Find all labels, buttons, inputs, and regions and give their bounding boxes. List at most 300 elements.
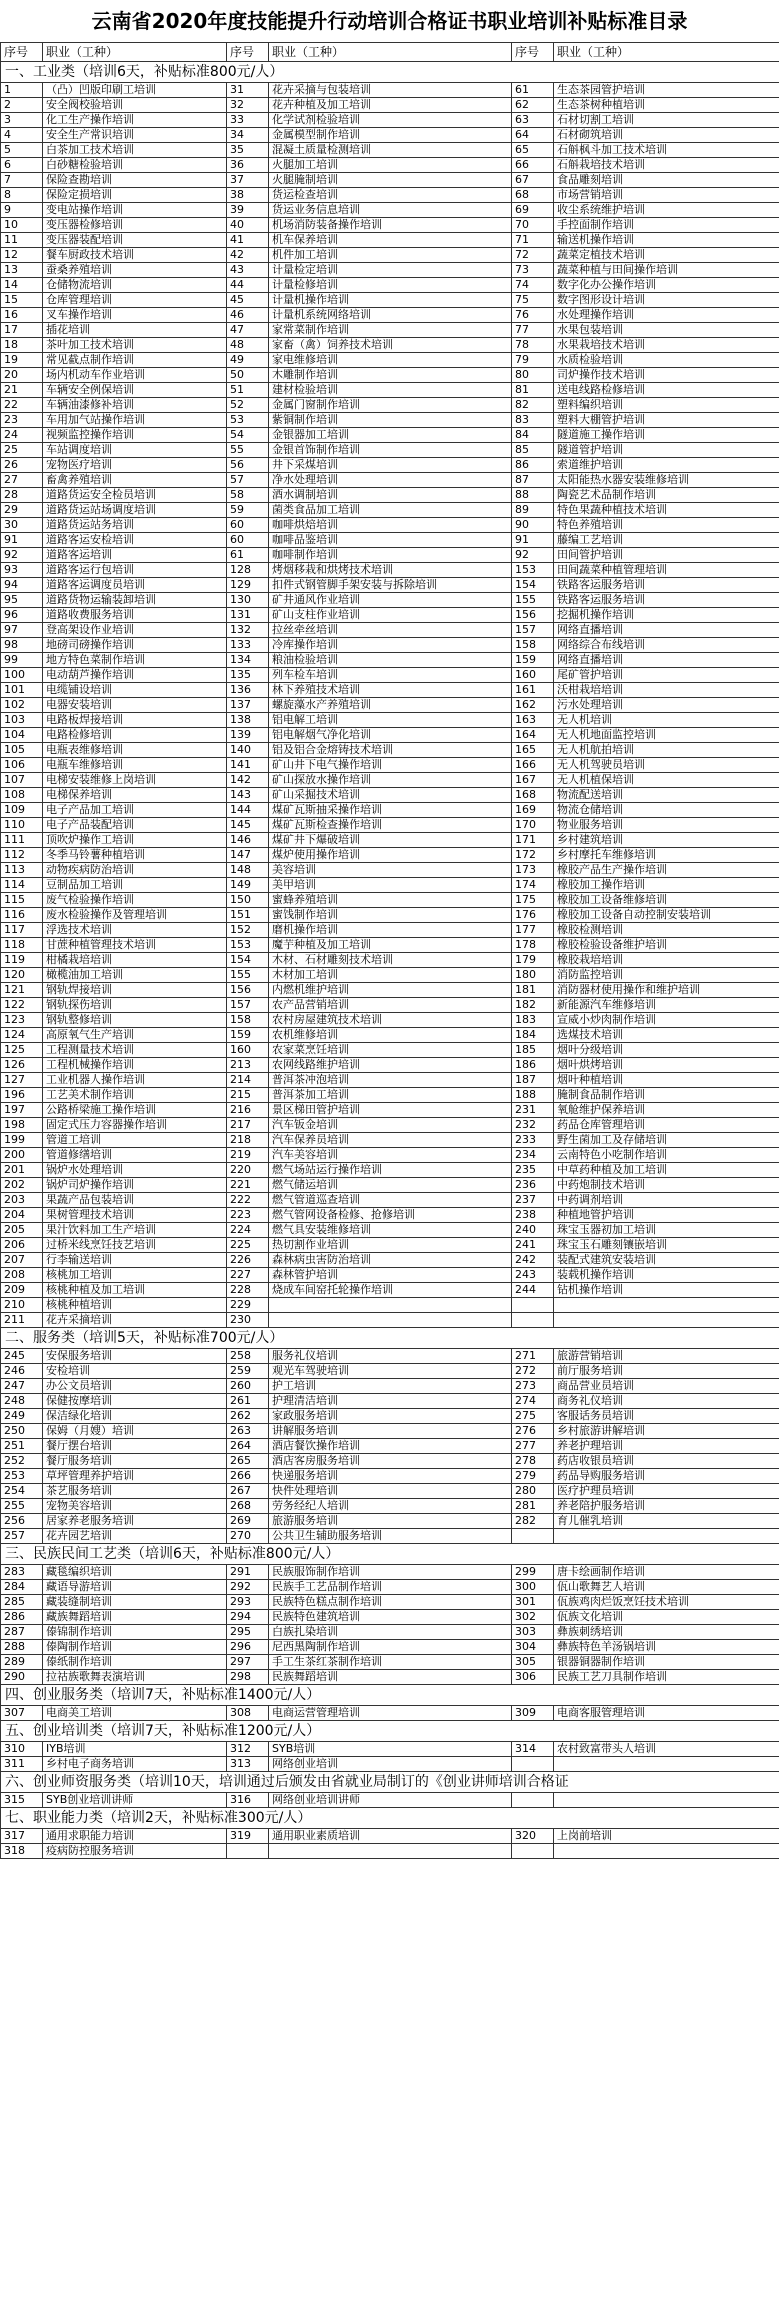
- serial-number-cell: 196: [1, 1088, 43, 1103]
- occupation-cell: 烧成车间窑托轮操作培训: [269, 1283, 512, 1298]
- table-row: [1, 578, 779, 593]
- table-row: [1, 848, 779, 863]
- occupation-cell: 蔬菜种植与田间操作培训: [554, 263, 779, 278]
- serial-number-cell: 22: [1, 398, 43, 413]
- serial-number-cell: 272: [512, 1364, 554, 1379]
- section-title: 七、职业能力类（培训2天，补贴标准300元/人）: [1, 1808, 779, 1829]
- table-row: [1, 1595, 779, 1610]
- table-row: [1, 1379, 779, 1394]
- occupation-cell: 咖啡烘焙培训: [269, 518, 512, 533]
- occupation-cell: 彝族刺绣培训: [554, 1625, 779, 1640]
- serial-number-cell: 276: [512, 1424, 554, 1439]
- serial-number-cell: 206: [1, 1238, 43, 1253]
- occupation-cell: 陶瓷艺术品制作培训: [554, 488, 779, 503]
- occupation-cell: 餐车厨政技术培训: [43, 248, 227, 263]
- occupation-cell: 水果栽培技术培训: [554, 338, 779, 353]
- occupation-cell: 道路货运安全检员培训: [43, 488, 227, 503]
- table-row: [1, 1742, 779, 1757]
- serial-number-cell: 317: [1, 1829, 43, 1844]
- occupation-cell: 育儿催乳培训: [554, 1514, 779, 1529]
- table-row: [1, 1409, 779, 1424]
- occupation-cell: 石材砌筑培训: [554, 128, 779, 143]
- occupation-cell: 沃柑栽培培训: [554, 683, 779, 698]
- serial-number-cell: 217: [227, 1118, 269, 1133]
- serial-number-cell: 87: [512, 473, 554, 488]
- occupation-cell: 电瓶车维修培训: [43, 758, 227, 773]
- occupation-cell: 锅炉水处理培训: [43, 1163, 227, 1178]
- serial-number-cell: 219: [227, 1148, 269, 1163]
- section-title: 六、创业师资服务类（培训10天，培训通过后颁发由省就业局制订的《创业讲师培训合格证: [1, 1772, 779, 1793]
- table-row: [1, 1793, 779, 1808]
- serial-number-cell: 20: [1, 368, 43, 383]
- occupation-cell: 中草药种植及加工培训: [554, 1163, 779, 1178]
- occupation-cell: 傣纸制作培训: [43, 1655, 227, 1670]
- occupation-cell: 乡村建筑培训: [554, 833, 779, 848]
- occupation-cell: 电梯安装维修上岗培训: [43, 773, 227, 788]
- occupation-cell: 商品营业员培训: [554, 1379, 779, 1394]
- serial-number-cell: 58: [227, 488, 269, 503]
- serial-number-cell: 166: [512, 758, 554, 773]
- serial-number-cell: 114: [1, 878, 43, 893]
- serial-number-cell: 187: [512, 1073, 554, 1088]
- table-row: [1, 818, 779, 833]
- occupation-cell: 铝电解烟气净化培训: [269, 728, 512, 743]
- serial-number-cell: 229: [227, 1298, 269, 1313]
- serial-number-cell: 160: [512, 668, 554, 683]
- occupation-cell: 矿井通风作业培训: [269, 593, 512, 608]
- header-cell: 序号: [512, 43, 554, 62]
- serial-number-cell: 271: [512, 1349, 554, 1364]
- serial-number-cell: 65: [512, 143, 554, 158]
- occupation-cell: 白族扎染培训: [269, 1625, 512, 1640]
- occupation-cell: 甘蔗种植管理技术培训: [43, 938, 227, 953]
- occupation-cell: 煤矿瓦斯检查操作培训: [269, 818, 512, 833]
- occupation-cell: 通用职业素质培训: [269, 1829, 512, 1844]
- occupation-cell: 水质检验培训: [554, 353, 779, 368]
- serial-number-cell: 267: [227, 1484, 269, 1499]
- serial-number-cell: 100: [1, 668, 43, 683]
- serial-number-cell: 243: [512, 1268, 554, 1283]
- occupation-cell: 货运检查培训: [269, 188, 512, 203]
- occupation-cell: 煤矿井下爆破培训: [269, 833, 512, 848]
- occupation-cell: [554, 1313, 779, 1328]
- serial-number-cell: 275: [512, 1409, 554, 1424]
- occupation-cell: 机车保养培训: [269, 233, 512, 248]
- occupation-cell: 藏毯编织培训: [43, 1565, 227, 1580]
- serial-number-cell: 76: [512, 308, 554, 323]
- serial-number-cell: 103: [1, 713, 43, 728]
- occupation-cell: 佤族文化培训: [554, 1610, 779, 1625]
- table-row: [1, 1088, 779, 1103]
- serial-number-cell: 55: [227, 443, 269, 458]
- occupation-cell: 无人机植保培训: [554, 773, 779, 788]
- occupation-cell: 水果包装培训: [554, 323, 779, 338]
- occupation-cell: 观光车驾驶培训: [269, 1364, 512, 1379]
- occupation-cell: 铁路客运服务培训: [554, 578, 779, 593]
- occupation-cell: 森林病虫害防治培训: [269, 1253, 512, 1268]
- occupation-cell: 数字化办公操作培训: [554, 278, 779, 293]
- occupation-cell: 民族手工艺品制作培训: [269, 1580, 512, 1595]
- serial-number-cell: 13: [1, 263, 43, 278]
- occupation-cell: 石斛枫斗加工技术培训: [554, 143, 779, 158]
- serial-number-cell: 50: [227, 368, 269, 383]
- table-row: [1, 998, 779, 1013]
- occupation-cell: 快递服务培训: [269, 1469, 512, 1484]
- serial-number-cell: 279: [512, 1469, 554, 1484]
- serial-number-cell: 154: [512, 578, 554, 593]
- table-row: [1, 908, 779, 923]
- occupation-cell: 特色养殖培训: [554, 518, 779, 533]
- occupation-cell: 塑料编织培训: [554, 398, 779, 413]
- serial-number-cell: 49: [227, 353, 269, 368]
- serial-number-cell: 93: [1, 563, 43, 578]
- serial-number-cell: 210: [1, 1298, 43, 1313]
- occupation-cell: [554, 1793, 779, 1808]
- occupation-cell: 橡胶加工操作培训: [554, 878, 779, 893]
- occupation-cell: 茶艺服务培训: [43, 1484, 227, 1499]
- occupation-cell: 净水处理培训: [269, 473, 512, 488]
- occupation-cell: 咖啡制作培训: [269, 548, 512, 563]
- section-header-row: [1, 1544, 779, 1565]
- serial-number-cell: 300: [512, 1580, 554, 1595]
- occupation-cell: 银器铜器制作培训: [554, 1655, 779, 1670]
- serial-number-cell: 47: [227, 323, 269, 338]
- serial-number-cell: 78: [512, 338, 554, 353]
- table-row: [1, 1253, 779, 1268]
- occupation-cell: 司炉操作技术培训: [554, 368, 779, 383]
- serial-number-cell: 108: [1, 788, 43, 803]
- occupation-cell: 手控面制作培训: [554, 218, 779, 233]
- occupation-cell: [554, 1298, 779, 1313]
- serial-number-cell: 4: [1, 128, 43, 143]
- serial-number-cell: 62: [512, 98, 554, 113]
- serial-number-cell: 112: [1, 848, 43, 863]
- occupation-cell: 服务礼仪培训: [269, 1349, 512, 1364]
- occupation-cell: 电商运营管理培训: [269, 1706, 512, 1721]
- serial-number-cell: 220: [227, 1163, 269, 1178]
- occupation-cell: 地磅司磅操作培训: [43, 638, 227, 653]
- occupation-cell: 高原氧气生产培训: [43, 1028, 227, 1043]
- occupation-cell: 橡胶检验设备维护培训: [554, 938, 779, 953]
- occupation-cell: 柑橘栽培培训: [43, 953, 227, 968]
- serial-number-cell: 135: [227, 668, 269, 683]
- serial-number-cell: 284: [1, 1580, 43, 1595]
- serial-number-cell: 242: [512, 1253, 554, 1268]
- occupation-cell: 疫病防控服务培训: [43, 1844, 227, 1859]
- occupation-cell: 橡胶检测培训: [554, 923, 779, 938]
- serial-number-cell: 86: [512, 458, 554, 473]
- header-cell: 序号: [227, 43, 269, 62]
- serial-number-cell: 266: [227, 1469, 269, 1484]
- table-row: [1, 1013, 779, 1028]
- occupation-cell: 讲解服务培训: [269, 1424, 512, 1439]
- occupation-cell: 酒店客房服务培训: [269, 1454, 512, 1469]
- occupation-cell: 物业服务培训: [554, 818, 779, 833]
- serial-number-cell: 127: [1, 1073, 43, 1088]
- occupation-cell: 煤矿瓦斯抽采操作培训: [269, 803, 512, 818]
- table-row: [1, 1829, 779, 1844]
- occupation-cell: 机件加工培训: [269, 248, 512, 263]
- occupation-cell: 工艺美术制作培训: [43, 1088, 227, 1103]
- occupation-cell: 金属门窗制作培训: [269, 398, 512, 413]
- section-title: 三、民族民间工艺类（培训6天，补贴标准800元/人）: [1, 1544, 779, 1565]
- occupation-cell: 农村致富带头人培训: [554, 1742, 779, 1757]
- occupation-cell: 无人机地面监控培训: [554, 728, 779, 743]
- occupation-cell: 保洁绿化培训: [43, 1409, 227, 1424]
- table-row: [1, 293, 779, 308]
- serial-number-cell: 98: [1, 638, 43, 653]
- table-row: [1, 1193, 779, 1208]
- serial-number-cell: 223: [227, 1208, 269, 1223]
- serial-number-cell: 157: [227, 998, 269, 1013]
- occupation-cell: 魔芋种植及加工培训: [269, 938, 512, 953]
- serial-number-cell: 59: [227, 503, 269, 518]
- occupation-cell: 变压器检修培训: [43, 218, 227, 233]
- serial-number-cell: 66: [512, 158, 554, 173]
- serial-number-cell: 26: [1, 458, 43, 473]
- occupation-cell: 田间蔬菜种植管理培训: [554, 563, 779, 578]
- table-row: [1, 1844, 779, 1859]
- serial-number-cell: 29: [1, 503, 43, 518]
- serial-number-cell: 79: [512, 353, 554, 368]
- occupation-cell: 电路板焊接培训: [43, 713, 227, 728]
- serial-number-cell: 54: [227, 428, 269, 443]
- serial-number-cell: 202: [1, 1178, 43, 1193]
- occupation-cell: 橄榄油加工培训: [43, 968, 227, 983]
- serial-number-cell: 240: [512, 1223, 554, 1238]
- table-row: [1, 1499, 779, 1514]
- serial-number-cell: 60: [227, 533, 269, 548]
- serial-number-cell: 287: [1, 1625, 43, 1640]
- serial-number-cell: 278: [512, 1454, 554, 1469]
- serial-number-cell: 89: [512, 503, 554, 518]
- serial-number-cell: 234: [512, 1148, 554, 1163]
- occupation-cell: 螺旋藻水产养殖培训: [269, 698, 512, 713]
- occupation-cell: 燃气管网设备检修、抢修培训: [269, 1208, 512, 1223]
- serial-number-cell: 92: [512, 548, 554, 563]
- serial-number-cell: 70: [512, 218, 554, 233]
- occupation-cell: 仓库管理培训: [43, 293, 227, 308]
- occupation-cell: 种植地管护培训: [554, 1208, 779, 1223]
- occupation-cell: 尾矿管护培训: [554, 668, 779, 683]
- table-row: [1, 443, 779, 458]
- occupation-cell: 乡村电子商务培训: [43, 1757, 227, 1772]
- table-row: [1, 188, 779, 203]
- serial-number-cell: 299: [512, 1565, 554, 1580]
- occupation-cell: 电瓶表维修培训: [43, 743, 227, 758]
- serial-number-cell: 39: [227, 203, 269, 218]
- serial-number-cell: 147: [227, 848, 269, 863]
- serial-number-cell: 282: [512, 1514, 554, 1529]
- serial-number-cell: 91: [512, 533, 554, 548]
- table-row: [1, 1283, 779, 1298]
- serial-number-cell: 144: [227, 803, 269, 818]
- occupation-cell: 餐厅服务培训: [43, 1454, 227, 1469]
- serial-number-cell: 146: [227, 833, 269, 848]
- occupation-cell: 中药炮制技术培训: [554, 1178, 779, 1193]
- table-row: [1, 953, 779, 968]
- occupation-cell: 珠宝玉石雕刻镶嵌培训: [554, 1238, 779, 1253]
- table-row: [1, 923, 779, 938]
- serial-number-cell: 263: [227, 1424, 269, 1439]
- occupation-cell: [554, 1529, 779, 1544]
- serial-number-cell: 6: [1, 158, 43, 173]
- occupation-cell: 挖掘机操作培训: [554, 608, 779, 623]
- serial-number-cell: 116: [1, 908, 43, 923]
- table-row: [1, 803, 779, 818]
- serial-number-cell: 315: [1, 1793, 43, 1808]
- serial-number-cell: 33: [227, 113, 269, 128]
- occupation-cell: 傣锦制作培训: [43, 1625, 227, 1640]
- serial-number-cell: 308: [227, 1706, 269, 1721]
- serial-number-cell: 292: [227, 1580, 269, 1595]
- serial-number-cell: 255: [1, 1499, 43, 1514]
- serial-number-cell: 183: [512, 1013, 554, 1028]
- occupation-cell: 汽车美容培训: [269, 1148, 512, 1163]
- serial-number-cell: 74: [512, 278, 554, 293]
- occupation-cell: 佤山歌舞艺人培训: [554, 1580, 779, 1595]
- table-row: [1, 1058, 779, 1073]
- serial-number-cell: 286: [1, 1610, 43, 1625]
- serial-number-cell: 125: [1, 1043, 43, 1058]
- serial-number-cell: 44: [227, 278, 269, 293]
- serial-number-cell: 159: [227, 1028, 269, 1043]
- serial-number-cell: 288: [1, 1640, 43, 1655]
- serial-number-cell: 45: [227, 293, 269, 308]
- section-header-row: [1, 62, 779, 83]
- section-title: 二、服务类（培训5天，补贴标准700元/人）: [1, 1328, 779, 1349]
- occupation-cell: 商务礼仪培训: [554, 1394, 779, 1409]
- occupation-cell: 家电维修培训: [269, 353, 512, 368]
- occupation-cell: 网络创业培训讲师: [269, 1793, 512, 1808]
- table-row: [1, 893, 779, 908]
- serial-number-cell: 176: [512, 908, 554, 923]
- serial-number-cell: 109: [1, 803, 43, 818]
- serial-number-cell: 123: [1, 1013, 43, 1028]
- serial-number-cell: 269: [227, 1514, 269, 1529]
- table-row: [1, 158, 779, 173]
- occupation-cell: 上岗前培训: [554, 1829, 779, 1844]
- occupation-cell: 无人机驾驶员培训: [554, 758, 779, 773]
- serial-number-cell: 18: [1, 338, 43, 353]
- occupation-cell: 通用求职能力培训: [43, 1829, 227, 1844]
- table-row: [1, 503, 779, 518]
- serial-number-cell: 136: [227, 683, 269, 698]
- serial-number-cell: 172: [512, 848, 554, 863]
- serial-number-cell: 129: [227, 578, 269, 593]
- serial-number-cell: 208: [1, 1268, 43, 1283]
- serial-number-cell: 304: [512, 1640, 554, 1655]
- table-row: [1, 1529, 779, 1544]
- occupation-cell: 计量检修培训: [269, 278, 512, 293]
- occupation-cell: 太阳能热水器安装维修培训: [554, 473, 779, 488]
- occupation-cell: 藏族舞蹈培训: [43, 1610, 227, 1625]
- occupation-cell: 安检培训: [43, 1364, 227, 1379]
- serial-number-cell: 133: [227, 638, 269, 653]
- table-row: [1, 1364, 779, 1379]
- occupation-cell: 选煤技术培训: [554, 1028, 779, 1043]
- occupation-cell: 拉丝牵丝培训: [269, 623, 512, 638]
- table-row: [1, 1580, 779, 1595]
- serial-number-cell: 104: [1, 728, 43, 743]
- occupation-cell: 道路货运站务培训: [43, 518, 227, 533]
- serial-number-cell: 41: [227, 233, 269, 248]
- table-row: [1, 668, 779, 683]
- occupation-cell: 铝及铝合金熔铸技术培训: [269, 743, 512, 758]
- occupation-cell: 物流仓储培训: [554, 803, 779, 818]
- occupation-cell: 无人机航拍培训: [554, 743, 779, 758]
- serial-number-cell: 296: [227, 1640, 269, 1655]
- occupation-cell: 地方特色菜制作培训: [43, 653, 227, 668]
- occupation-cell: 美甲培训: [269, 878, 512, 893]
- occupation-cell: 生态茶园管护培训: [554, 83, 779, 98]
- serial-number-cell: 171: [512, 833, 554, 848]
- table-row: [1, 533, 779, 548]
- occupation-cell: 保险定损培训: [43, 188, 227, 203]
- table-row: [1, 338, 779, 353]
- occupation-cell: 电商美工培训: [43, 1706, 227, 1721]
- occupation-cell: 尼西黑陶制作培训: [269, 1640, 512, 1655]
- occupation-cell: 养老陪护服务培训: [554, 1499, 779, 1514]
- occupation-cell: 民族特色建筑培训: [269, 1610, 512, 1625]
- occupation-cell: 钢轨探伤培训: [43, 998, 227, 1013]
- serial-number-cell: 110: [1, 818, 43, 833]
- occupation-cell: 电缆铺设培训: [43, 683, 227, 698]
- serial-number-cell: 259: [227, 1364, 269, 1379]
- occupation-cell: 冬季马铃薯种植培训: [43, 848, 227, 863]
- table-row: [1, 1610, 779, 1625]
- serial-number-cell: 132: [227, 623, 269, 638]
- serial-number-cell: 244: [512, 1283, 554, 1298]
- occupation-cell: 网络直播培训: [554, 653, 779, 668]
- table-row: [1, 248, 779, 263]
- serial-number-cell: 111: [1, 833, 43, 848]
- serial-number-cell: 163: [512, 713, 554, 728]
- occupation-cell: 矿山探放水操作培训: [269, 773, 512, 788]
- occupation-cell: 医疗护理员培训: [554, 1484, 779, 1499]
- serial-number-cell: 36: [227, 158, 269, 173]
- serial-number-cell: 262: [227, 1409, 269, 1424]
- occupation-cell: 居家养老服务培训: [43, 1514, 227, 1529]
- occupation-cell: 电子产品加工培训: [43, 803, 227, 818]
- occupation-cell: 燃气具安装维修培训: [269, 1223, 512, 1238]
- table-row: [1, 128, 779, 143]
- occupation-cell: 网络综合布线培训: [554, 638, 779, 653]
- serial-number-cell: 152: [227, 923, 269, 938]
- occupation-cell: 浮选技术培训: [43, 923, 227, 938]
- occupation-cell: 化学试剂检验培训: [269, 113, 512, 128]
- serial-number-cell: 214: [227, 1073, 269, 1088]
- occupation-cell: 变电站操作培训: [43, 203, 227, 218]
- occupation-cell: 果树管理技术培训: [43, 1208, 227, 1223]
- table-row: [1, 1238, 779, 1253]
- occupation-cell: 建材检验培训: [269, 383, 512, 398]
- occupation-cell: 公路桥梁施工操作培训: [43, 1103, 227, 1118]
- serial-number-cell: 164: [512, 728, 554, 743]
- serial-number-cell: 180: [512, 968, 554, 983]
- occupation-cell: 叉车操作培训: [43, 308, 227, 323]
- occupation-cell: 固定式压力容器操作培训: [43, 1118, 227, 1133]
- serial-number-cell: 283: [1, 1565, 43, 1580]
- occupation-cell: 餐厅摆台培训: [43, 1439, 227, 1454]
- occupation-cell: 煤炉使用操作培训: [269, 848, 512, 863]
- occupation-cell: 安全生产常识培训: [43, 128, 227, 143]
- occupation-cell: 农家菜烹饪培训: [269, 1043, 512, 1058]
- occupation-cell: 热切割作业培训: [269, 1238, 512, 1253]
- table-row: [1, 1298, 779, 1313]
- occupation-cell: 烟叶种植培训: [554, 1073, 779, 1088]
- table-row: [1, 863, 779, 878]
